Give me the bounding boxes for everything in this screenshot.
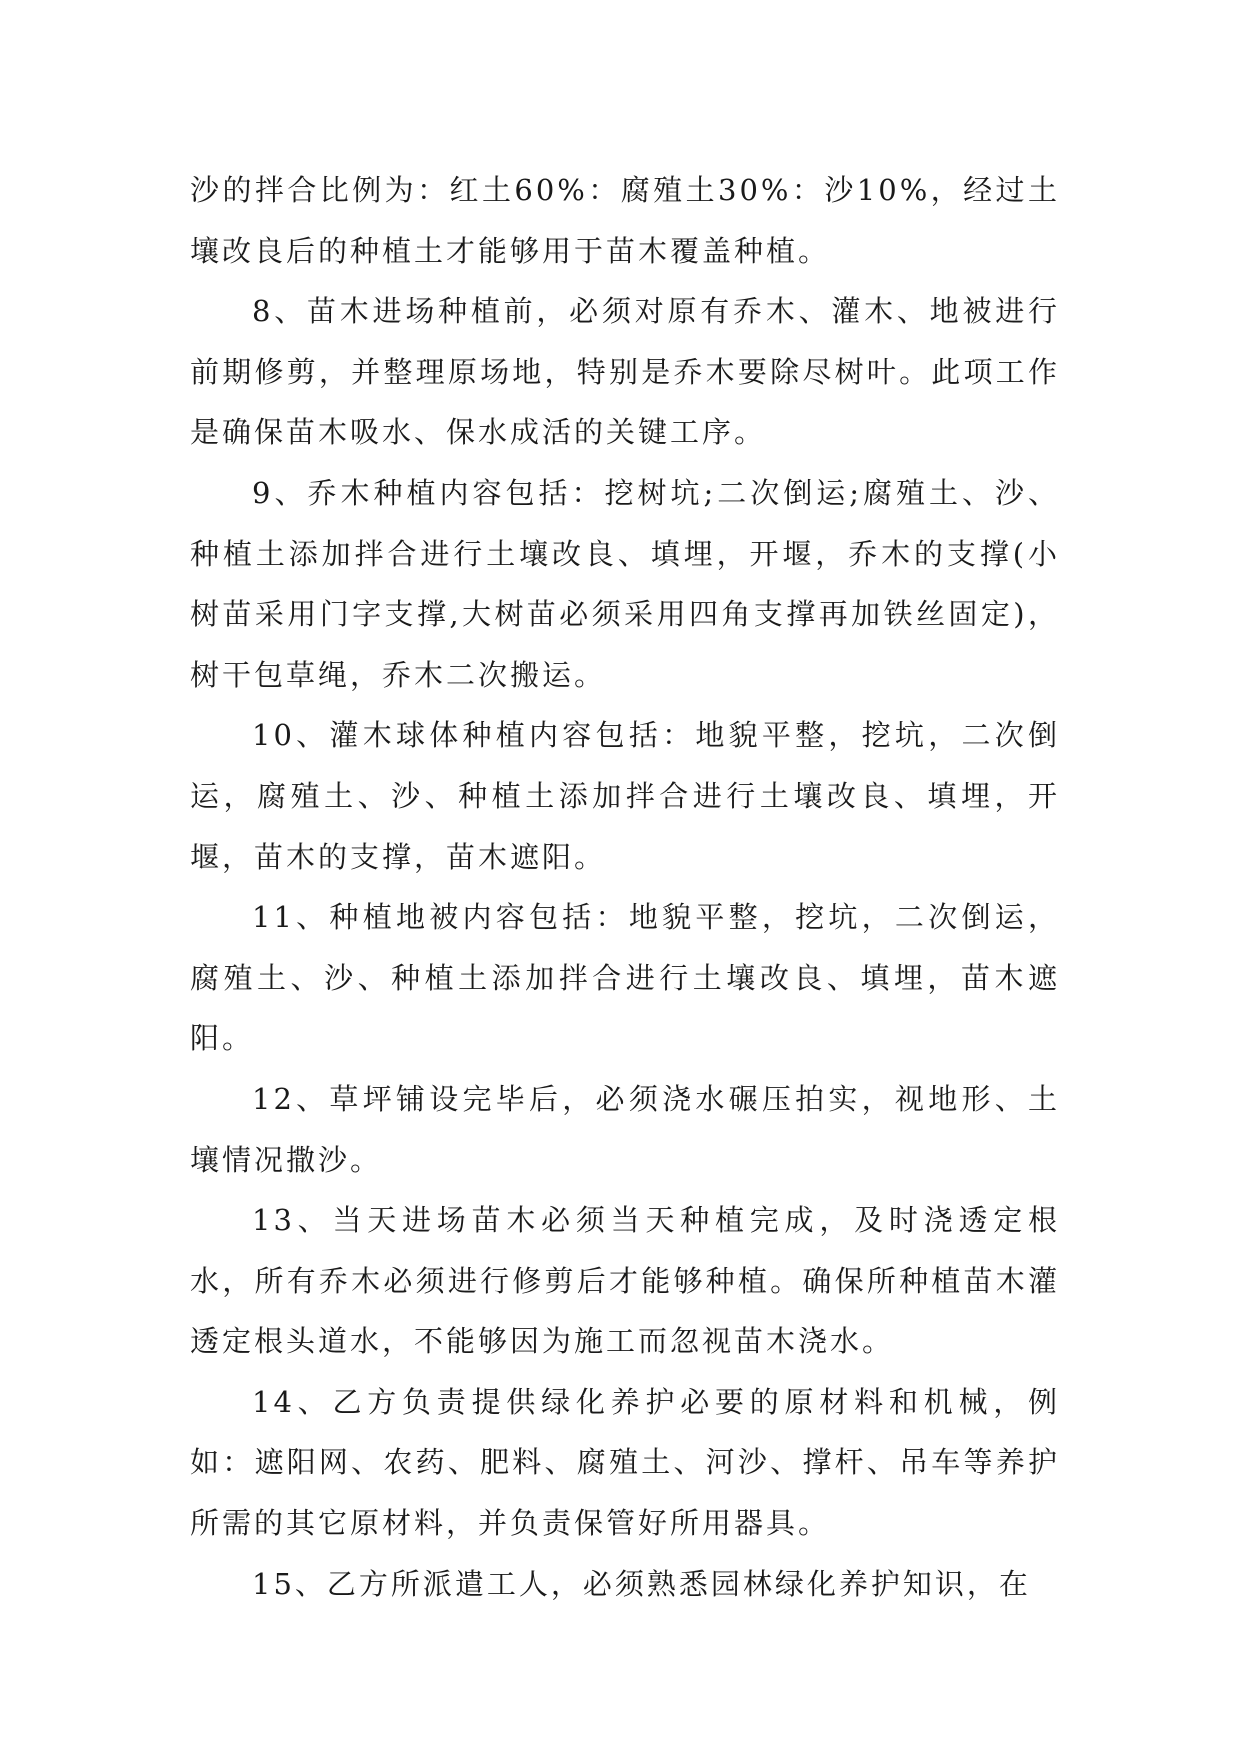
paragraph-continuation: 沙的拌合比例为：红土60%：腐殖土30%：沙10%，经过土壤改良后的种植土才能够用于苗木覆盖种植。 <box>190 173 1060 268</box>
paragraph-item-9: 9、乔木种植内容包括：挖树坑;二次倒运;腐殖土、沙、种植土添加拌合进行土壤改良、填埋，开堰，乔木的支撑(小树苗采用门字支撑,大树苗必须采用四角支撑再加铁丝固定)，树干包草绳，乔木二次搬运。 <box>190 475 1060 692</box>
paragraph-item-8: 8、苗木进场种植前，必须对原有乔木、灌木、地被进行前期修剪，并整理原场地，特别是乔木要除尽树叶。此项工作是确保苗木吸水、保水成活的关键工序。 <box>190 294 1060 450</box>
paragraph-item-11: 11、种植地被内容包括：地貌平整，挖坑，二次倒运，腐殖土、沙、种植土添加拌合进行土壤改良、填埋，苗木遮阳。 <box>190 900 1060 1056</box>
paragraph-item-15: 15、乙方所派遣工人，必须熟悉园林绿化养护知识，在 <box>252 1566 1031 1601</box>
document-body <box>190 160 1060 1614</box>
paragraph-item-12: 12、草坪铺设完毕后，必须浇水碾压拍实，视地形、土壤情况撒沙。 <box>190 1081 1060 1177</box>
paragraph-item-14: 14、乙方负责提供绿化养护必要的原材料和机械，例如：遮阳网、农药、肥料、腐殖土、河沙、撑杆、吊车等养护所需的其它原材料，并负责保管好所用器具。 <box>190 1384 1060 1541</box>
paragraph-item-13: 13、当天进场苗木必须当天种植完成，及时浇透定根水，所有乔木必须进行修剪后才能够种植。确保所种植苗木灌透定根头道水，不能够因为施工而忽视苗木浇水。 <box>190 1203 1060 1359</box>
paragraph-item-10: 10、灌木球体种植内容包括：地貌平整，挖坑，二次倒运，腐殖土、沙、种植土添加拌合进行土壤改良、填埋，开堰，苗木的支撑，苗木遮阳。 <box>190 718 1060 874</box>
